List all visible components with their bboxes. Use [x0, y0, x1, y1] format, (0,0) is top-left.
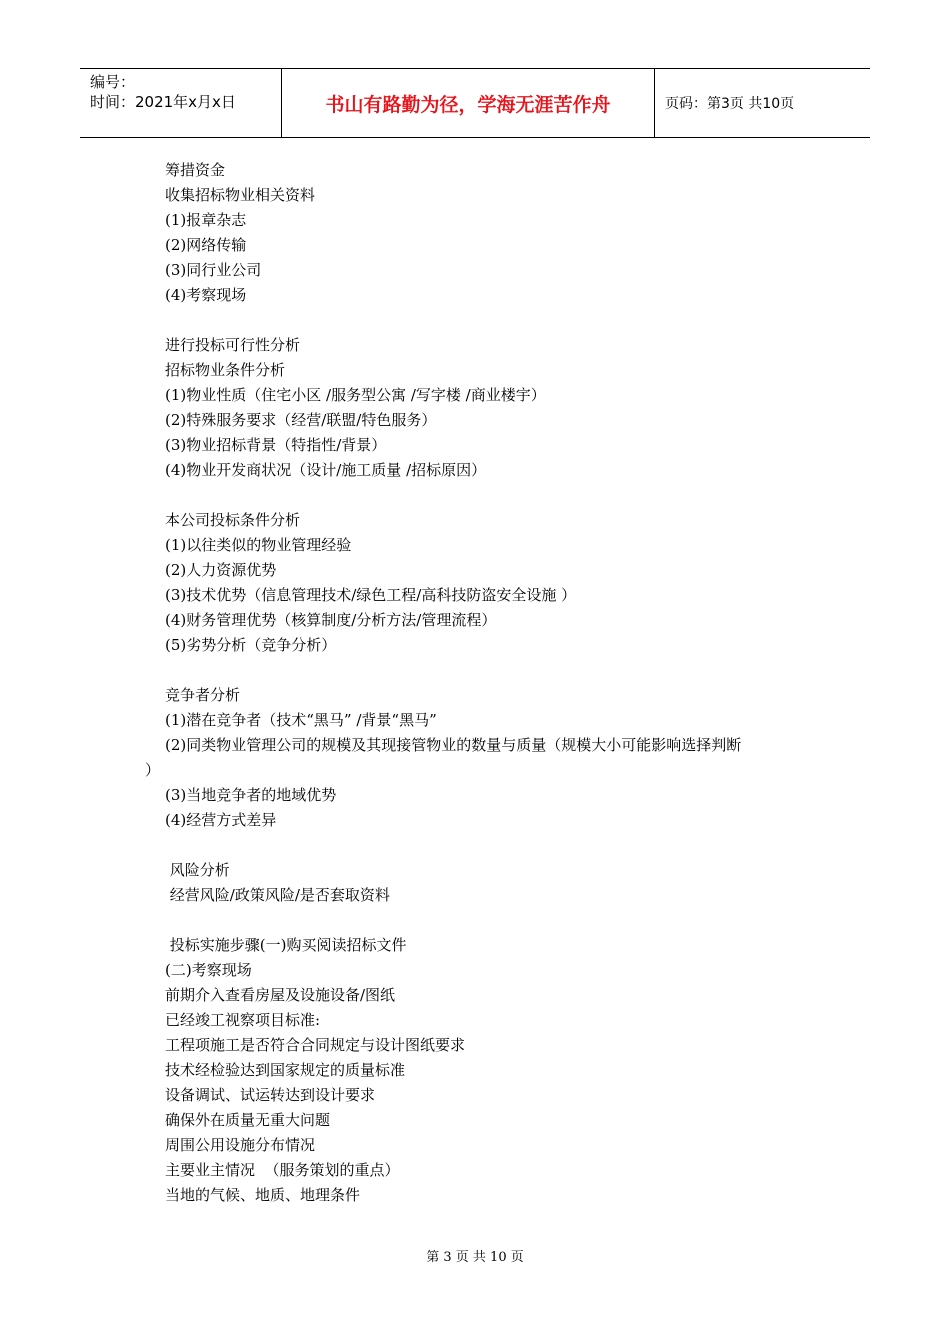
body-line: (1)物业性质（住宅小区 /服务型公寓 /写字楼 /商业楼宇） [165, 386, 546, 404]
body-line: (4)物业开发商状况（设计/施工质量 /招标原因） [165, 461, 487, 479]
body-line: (1)以往类似的物业管理经验 [165, 536, 352, 554]
body-line: (3)同行业公司 [165, 261, 262, 279]
date-label: 时间：2021年x月x日 [90, 93, 236, 111]
body-line: (2)网络传输 [165, 236, 247, 254]
blank-line [165, 658, 825, 683]
blank-line [165, 833, 825, 858]
body-line: 当地的气候、地质、地理条件 [165, 1186, 361, 1204]
number-label: 编号： [90, 73, 136, 91]
body-line: 招标物业条件分析 [165, 361, 286, 379]
body-line: 主要业主情况 （服务策划的重点） [165, 1161, 400, 1179]
section-heading: 风险分析 [165, 861, 230, 879]
section-heading: 本公司投标条件分析 [165, 511, 301, 529]
body-line: 已经竣工视察项目标准: [165, 1011, 321, 1029]
body-line: (4)考察现场 [165, 286, 247, 304]
body-line-continuation: ） [145, 761, 161, 779]
section-heading: 投标实施步骤(一)购买阅读招标文件 [165, 936, 407, 954]
blank-line [165, 908, 825, 933]
motto-text: 书山有路勤为径，学海无涯苦作舟 [325, 93, 611, 116]
header-meta [80, 69, 282, 137]
body-line: (3)物业招标背景（特指性/背景） [165, 436, 387, 454]
body-line: 经营风险/政策风险/是否套取资料 [165, 886, 390, 904]
body-line: 周围公用设施分布情况 [165, 1136, 316, 1154]
body-line: (3)当地竞争者的地域优势 [165, 786, 337, 804]
blank-line [165, 308, 825, 333]
section-heading: 进行投标可行性分析 [165, 336, 301, 354]
body-line: (5)劣势分析（竞争分析） [165, 636, 337, 654]
body-line: (2)同类物业管理公司的规模及其现接管物业的数量与质量（规模大小可能影响选择判断 [165, 736, 742, 754]
body-line: (1)潜在竞争者（技术“黑马” /背景“黑马” [165, 711, 437, 729]
header-motto-cell [282, 69, 655, 137]
blank-line [165, 483, 825, 508]
body-line: 确保外在质量无重大问题 [165, 1111, 331, 1129]
body-line: (4)经营方式差异 [165, 811, 277, 829]
document-header [80, 68, 870, 138]
body-line: (2)特殊服务要求（经营/联盟/特色服务） [165, 411, 437, 429]
body-line: (1)报章杂志 [165, 211, 247, 229]
body-line: 设备调试、试运转达到设计要求 [165, 1086, 376, 1104]
body-line: (3)技术优势（信息管理技术/绿色工程/高科技防盗安全设施 ） [165, 586, 577, 604]
body-line: 筹措资金 [165, 161, 226, 179]
header-page-info [655, 69, 870, 137]
body-line: 技术经检验达到国家规定的质量标准 [165, 1061, 406, 1079]
document-body [145, 158, 825, 1208]
body-line: (2)人力资源优势 [165, 561, 277, 579]
body-line: 前期介入查看房屋及设施设备/图纸 [165, 986, 396, 1004]
body-line: 工程项施工是否符合合同规定与设计图纸要求 [165, 1036, 466, 1054]
page-footer: 第 3 页 共 10 页 [426, 1250, 524, 1265]
section-heading: 竞争者分析 [165, 686, 241, 704]
body-line: 收集招标物业相关资料 [165, 186, 316, 204]
body-line: (4)财务管理优势（核算制度/分析方法/管理流程） [165, 611, 497, 629]
body-line: (二)考察现场 [165, 961, 252, 979]
page-info-text: 页码：第3页 共10页 [665, 96, 795, 112]
